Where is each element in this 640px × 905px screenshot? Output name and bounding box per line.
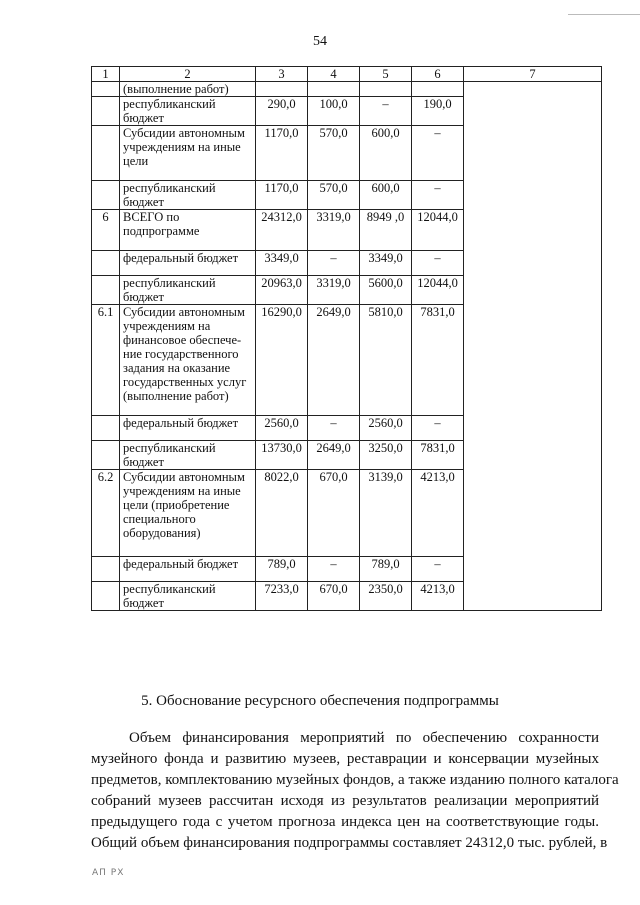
value-cell-v5: 600,0 [360, 126, 412, 181]
value-cell-v4 [308, 82, 360, 97]
row-name-line: оборудования) [123, 526, 201, 540]
value-cell-v6: 12044,0 [412, 210, 464, 251]
row-name-line: ВСЕГО по [123, 210, 180, 224]
paragraph-line: собраний музеев рассчитан исходя из результатов реализации мероприятий [91, 793, 599, 809]
row-name-line: финансовое обеспече- [123, 333, 242, 347]
row-name-cell [120, 416, 256, 441]
value-cell-v3: 789,0 [256, 557, 308, 582]
row-name-line: федеральный бюджет [123, 251, 239, 265]
row-name-cell [120, 97, 256, 126]
value-cell-v4: 2649,0 [308, 305, 360, 416]
row-number-cell [92, 441, 120, 470]
row-name-cell [120, 470, 256, 557]
value-cell-v6: – [412, 181, 464, 210]
value-cell-v3: 1170,0 [256, 181, 308, 210]
header-col-4: 4 [308, 67, 360, 82]
budget-table [91, 66, 602, 611]
value-cell-v5: 5810,0 [360, 305, 412, 416]
row-number-cell [92, 181, 120, 210]
value-cell-v3: 20963,0 [256, 276, 308, 305]
row-name-line: республиканский [123, 276, 216, 290]
row-name-line: бюджет [123, 455, 164, 469]
row-name-cell [120, 441, 256, 470]
row-name-line: подпрограмме [123, 224, 200, 238]
header-col-7: 7 [464, 67, 602, 82]
row-name-line: бюджет [123, 195, 164, 209]
row-name-line: бюджет [123, 290, 164, 304]
row-number-cell [92, 416, 120, 441]
value-cell-v3: 13730,0 [256, 441, 308, 470]
row-number-cell [92, 276, 120, 305]
notes-column-cell [464, 82, 602, 611]
row-number-cell [92, 582, 120, 611]
row-name-line: государственных услуг [123, 375, 247, 389]
value-cell-v5: 789,0 [360, 557, 412, 582]
value-cell-v6: 4213,0 [412, 470, 464, 557]
row-name-line: Субсидии автономным [123, 470, 245, 484]
row-name-cell [120, 557, 256, 582]
row-name-line: республиканский [123, 181, 216, 195]
value-cell-v3: 290,0 [256, 97, 308, 126]
value-cell-v6: – [412, 557, 464, 582]
value-cell-v3: 3349,0 [256, 251, 308, 276]
paragraph-line: музейного фонда и развитию музеев, реставрации и консервации музейных [91, 751, 599, 767]
row-number-cell: 6.1 [92, 305, 120, 416]
value-cell-v3 [256, 82, 308, 97]
value-cell-v5: 8949 ,0 [360, 210, 412, 251]
header-col-2: 2 [120, 67, 256, 82]
value-cell-v3: 2560,0 [256, 416, 308, 441]
footer-mark: АП РХ [92, 868, 125, 878]
section-heading: 5. Обоснование ресурсного обеспечения подпрограммы [141, 693, 499, 709]
row-name-line: специального [123, 512, 196, 526]
row-name-line: цели [123, 154, 149, 168]
row-number-cell: 6.2 [92, 470, 120, 557]
row-number-cell: 6 [92, 210, 120, 251]
row-name-line: бюджет [123, 111, 164, 125]
value-cell-v5: 3250,0 [360, 441, 412, 470]
value-cell-v6: 190,0 [412, 97, 464, 126]
value-cell-v3: 24312,0 [256, 210, 308, 251]
value-cell-v6: – [412, 251, 464, 276]
value-cell-v4: 100,0 [308, 97, 360, 126]
row-number-cell [92, 126, 120, 181]
value-cell-v5 [360, 82, 412, 97]
paragraph-line: предметов, комплектованию музейных фондов, а также изданию полного каталога [91, 772, 619, 788]
header-col-3: 3 [256, 67, 308, 82]
value-cell-v4: – [308, 251, 360, 276]
row-name-line: (выполнение работ) [123, 82, 229, 96]
row-number-cell [92, 97, 120, 126]
row-name-line: задания на оказание [123, 361, 231, 375]
paragraph-line: Общий объем финансирования подпрограммы составляет 24312,0 тыс. рублей, в [91, 835, 608, 851]
value-cell-v6: 12044,0 [412, 276, 464, 305]
row-name-cell [120, 305, 256, 416]
value-cell-v4: 670,0 [308, 470, 360, 557]
row-name-line: Субсидии автономным [123, 305, 245, 319]
value-cell-v6: – [412, 126, 464, 181]
row-name-line: республиканский [123, 97, 216, 111]
table-header-row [92, 67, 602, 82]
table-row [92, 82, 602, 97]
row-name-cell [120, 582, 256, 611]
value-cell-v4: 3319,0 [308, 276, 360, 305]
value-cell-v3: 7233,0 [256, 582, 308, 611]
row-name-line: Субсидии автономным [123, 126, 245, 140]
value-cell-v3: 1170,0 [256, 126, 308, 181]
row-number-cell [92, 82, 120, 97]
row-name-line: бюджет [123, 596, 164, 610]
top-edge-rule [568, 14, 640, 15]
header-col-5: 5 [360, 67, 412, 82]
page-number: 54 [313, 34, 327, 49]
value-cell-v6: 4213,0 [412, 582, 464, 611]
value-cell-v5: 3349,0 [360, 251, 412, 276]
paragraph-line: Объем финансирования мероприятий по обеспечению сохранности [129, 730, 599, 746]
value-cell-v3: 8022,0 [256, 470, 308, 557]
header-col-1: 1 [92, 67, 120, 82]
value-cell-v4: 2649,0 [308, 441, 360, 470]
row-name-cell [120, 210, 256, 251]
row-name-line: республиканский [123, 582, 216, 596]
value-cell-v3: 16290,0 [256, 305, 308, 416]
table-body [92, 82, 602, 611]
row-name-line: федеральный бюджет [123, 557, 239, 571]
value-cell-v4: 570,0 [308, 181, 360, 210]
value-cell-v5: 2350,0 [360, 582, 412, 611]
row-name-line: федеральный бюджет [123, 416, 239, 430]
value-cell-v5: 600,0 [360, 181, 412, 210]
header-col-6: 6 [412, 67, 464, 82]
row-name-line: (выполнение работ) [123, 389, 229, 403]
row-name-cell [120, 276, 256, 305]
value-cell-v6 [412, 82, 464, 97]
row-number-cell [92, 251, 120, 276]
value-cell-v4: 3319,0 [308, 210, 360, 251]
row-name-line: республиканский [123, 441, 216, 455]
value-cell-v4: – [308, 557, 360, 582]
value-cell-v6: 7831,0 [412, 305, 464, 416]
value-cell-v5: – [360, 97, 412, 126]
paragraph-line: предыдущего года с учетом прогноза индекса цен на соответствующие годы. [91, 814, 599, 830]
value-cell-v6: – [412, 416, 464, 441]
row-name-line: учреждениям на иные [123, 484, 241, 498]
row-name-line: ние государственного [123, 347, 239, 361]
value-cell-v5: 3139,0 [360, 470, 412, 557]
row-name-cell [120, 126, 256, 181]
row-name-cell [120, 181, 256, 210]
value-cell-v4: – [308, 416, 360, 441]
value-cell-v5: 5600,0 [360, 276, 412, 305]
value-cell-v5: 2560,0 [360, 416, 412, 441]
value-cell-v4: 670,0 [308, 582, 360, 611]
row-name-cell [120, 251, 256, 276]
row-name-cell [120, 82, 256, 97]
row-number-cell [92, 557, 120, 582]
value-cell-v4: 570,0 [308, 126, 360, 181]
value-cell-v6: 7831,0 [412, 441, 464, 470]
row-name-line: учреждениям на иные [123, 140, 241, 154]
row-name-line: цели (приобретение [123, 498, 230, 512]
row-name-line: учреждениям на [123, 319, 211, 333]
